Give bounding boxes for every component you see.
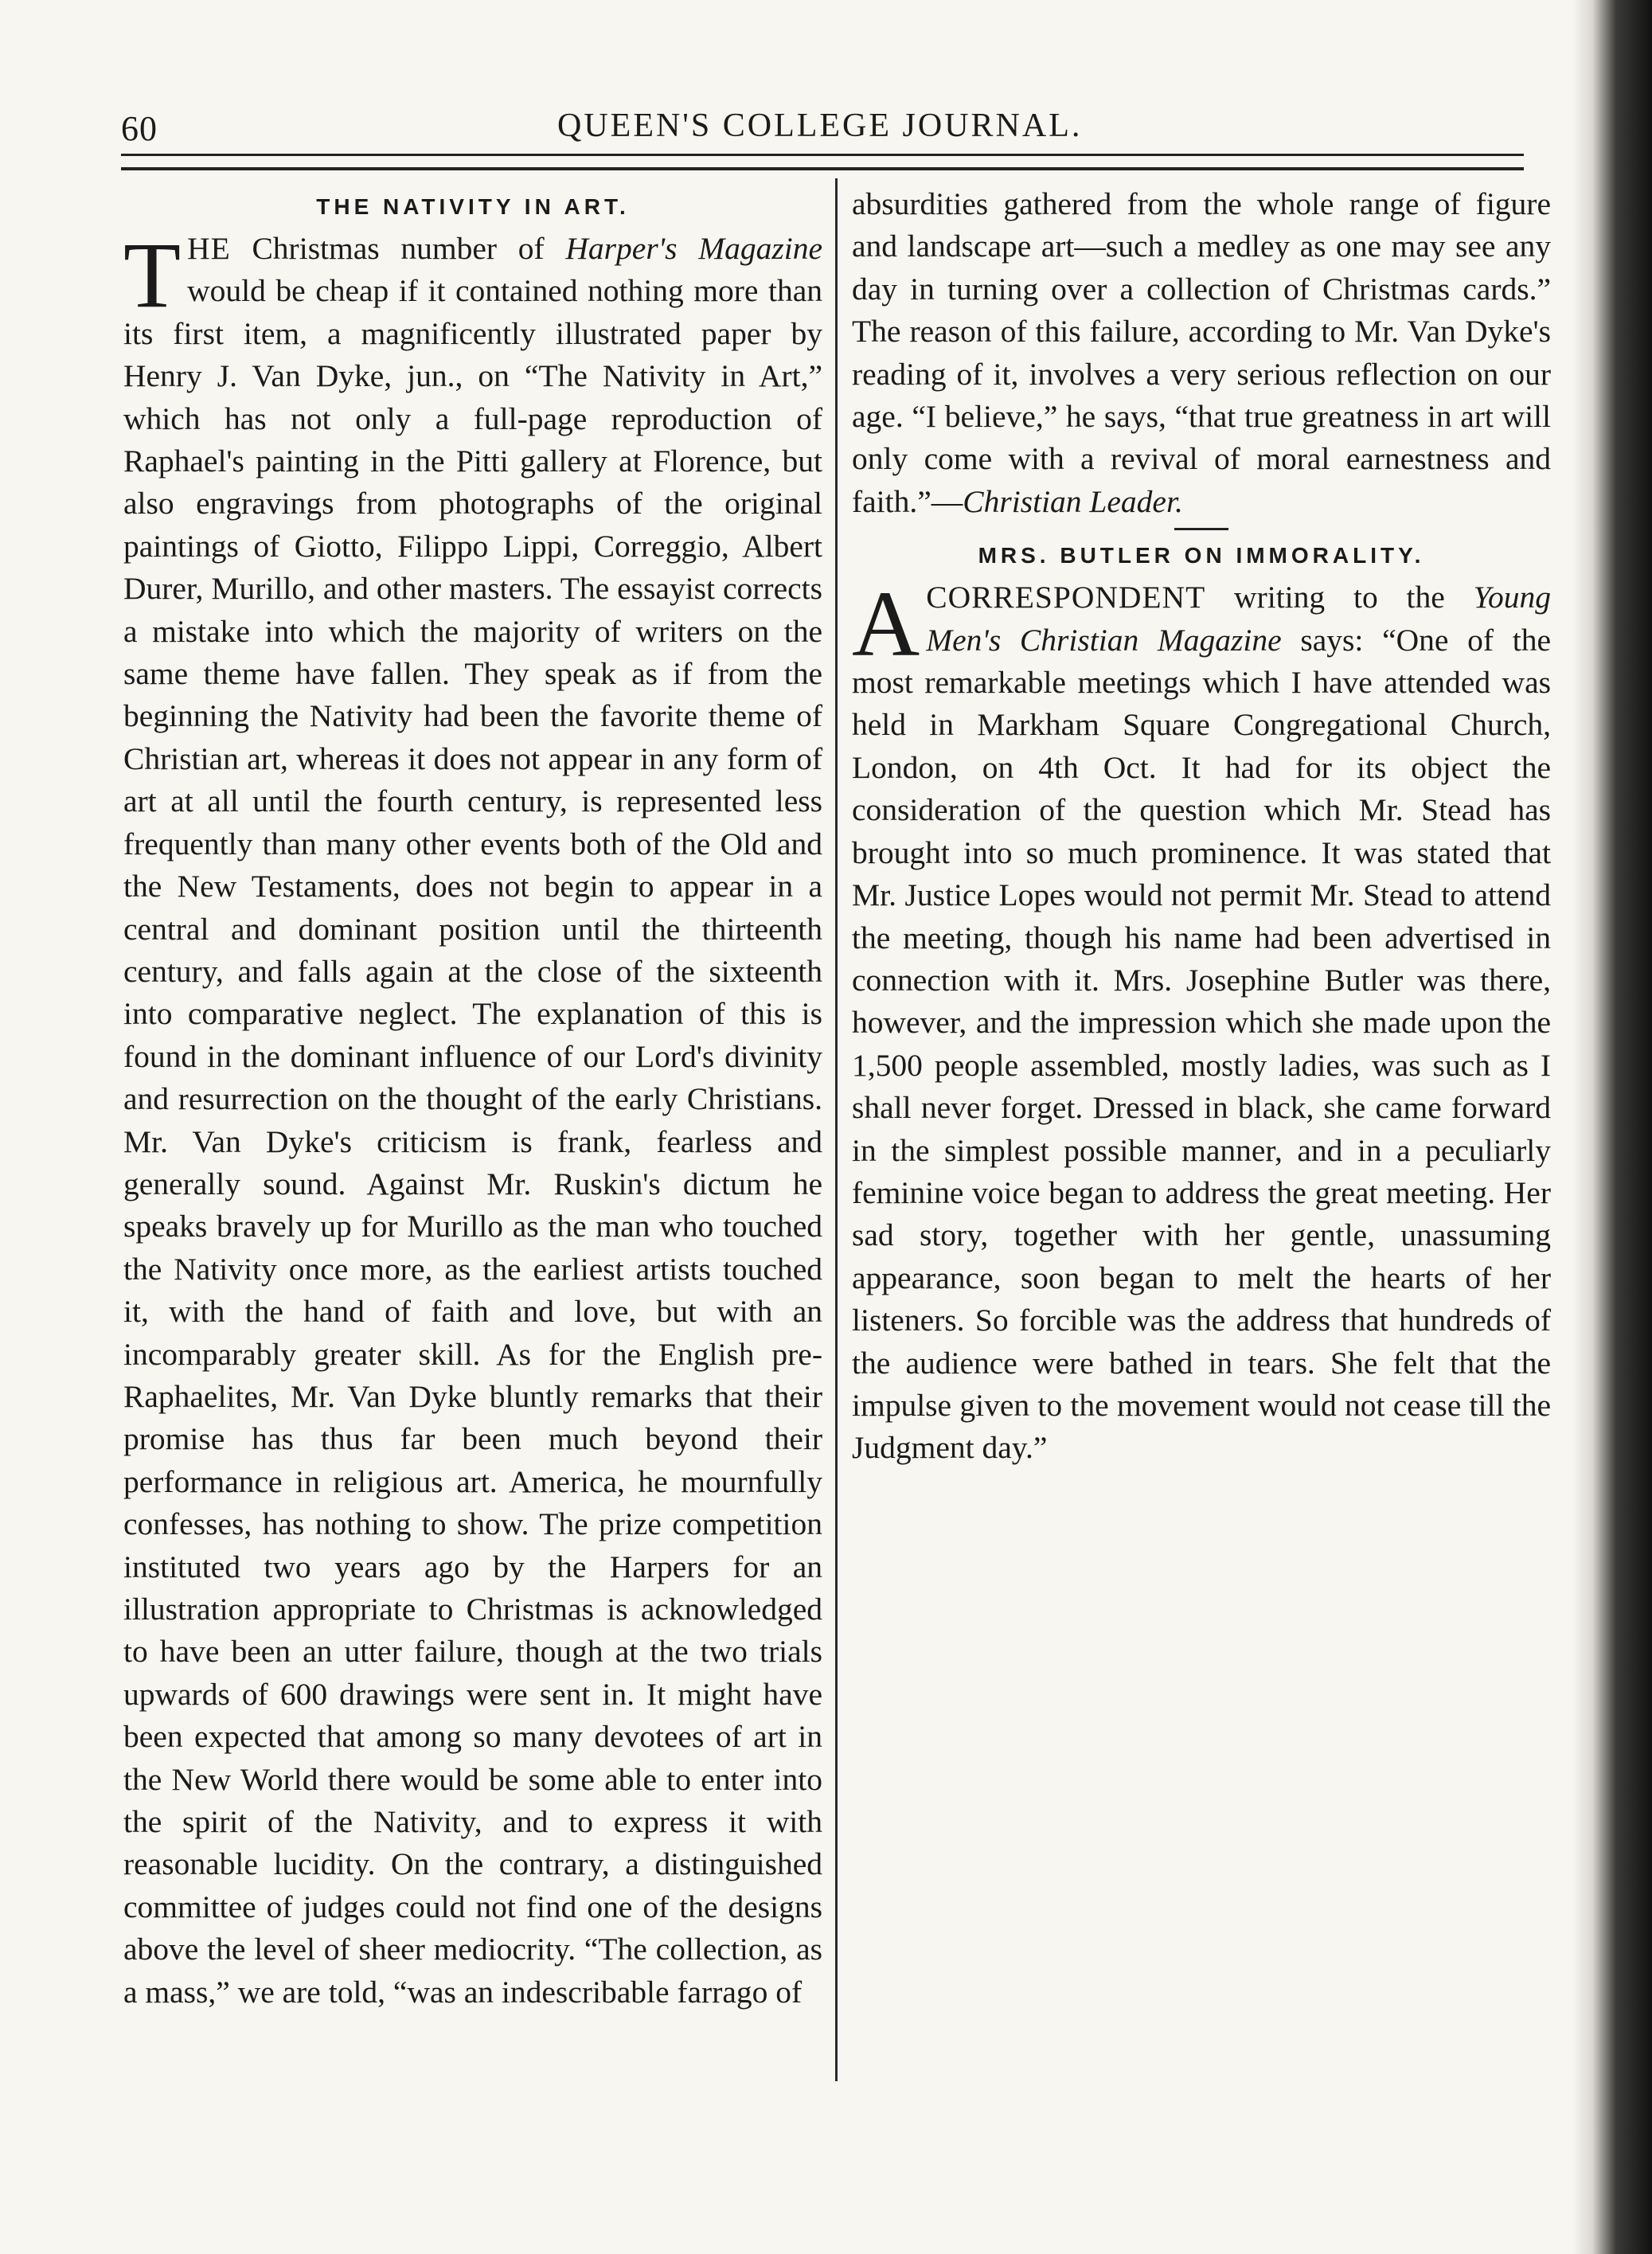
page-number: 60 xyxy=(121,109,158,148)
article-body-butler xyxy=(852,572,1551,1470)
left-column xyxy=(123,189,822,2014)
drop-cap: A xyxy=(852,572,920,677)
body-text: says: “One of the most remarkable meetings which I have attended was held in Markham Square Congregational Church, London, on 4th Oct. It had for its object the consideration of the question which Mr. Stead has brought into so much prominence. It was stated that Mr. Justice Lopes would not permit Mr. Stead to attend the meeting, though his name had been advertised in connection with it. Mrs. Josephine Butler was there, however, and the impression which she made upon the 1,500 people assembled, mostly ladies, was such as I shall never forget. Dressed in black, she came forward in the simplest possible manner, and in a peculiarly feminine voice began to address the great meeting. Her sad story, together with her gentle, unassuming appearance, soon began to melt the hearts of her listeners. So forcible was the address that hundreds of the audience were bathed in tears. She felt that the impulse given to the movement would not cease till the Judgment day.” xyxy=(852,622,1551,1466)
body-text: Christmas number of xyxy=(230,231,566,266)
header-rule-top xyxy=(121,154,1524,156)
column-divider xyxy=(835,178,838,2081)
right-column xyxy=(852,183,1551,1470)
running-title: QUEEN'S COLLEGE JOURNAL. xyxy=(557,107,1083,144)
article-title-nativity: THE NATIVITY IN ART. xyxy=(316,194,630,219)
magazine-title: Young Men's Christian Magazine xyxy=(926,580,1551,658)
magazine-title: Harper's Magazine xyxy=(565,231,823,266)
section-divider xyxy=(1174,528,1228,530)
body-text-continued: absurdities gathered from the whole range of figure and landscape art—such a medley as one may see any day in turning over a collection of Christmas cards.” The reason of this failure, according to Mr. Van Dyke's reading of it, involves a very serious reflection on our age. “I believe,” he says, “that true greatness in art will only come with a revival of moral earnestness and faith.”—Christian Leader. xyxy=(852,186,1551,519)
article-title-butler: MRS. BUTLER ON IMMORALITY. xyxy=(978,543,1425,568)
header-rule-bottom xyxy=(121,167,1524,170)
continued-text xyxy=(852,183,1551,523)
body-text: writing to the xyxy=(1205,580,1474,615)
page-edge-shadow xyxy=(1572,0,1652,2254)
body-text: would be cheap if it contained nothing more than its first item, a magnificently illustrated paper by Henry J. Van Dyke, jun., on “The Nativity in Art,” which has not only a full-page reproduction of Raphael's painting in the Pitti gallery at Florence, but also engravings from photographs of the original paintings of Giotto, Filippo Lippi, Correggio, Albert Durer, Murillo, and other masters. The essayist corrects a mistake into which the majority of writers on the same theme have fallen. They speak as if from the beginning the Nativity had been the favorite theme of Christian art, whereas it does not appear in any form of art at all until the fourth century, is represented less frequently than many other events both of the Old and the New Testaments, does not begin to appear in a central and dominant position until the thirteenth century, and falls again at the close of the sixteenth into comparative neglect. The explanation of this is found in the dominant influence of our Lord's divinity and resurrection on the thought of the early Christians. Mr. Van Dyke's criticism is frank, fearless and generally sound. Against Mr. Ruskin's dictum he speaks bravely up for Murillo as the man who touched the Nativity once more, as the earliest artists touched it, with the hand of faith and love, but with an incomparably greater skill. As for the English pre-Raphaelites, Mr. Van Dyke bluntly remarks that their promise has thus far been much beyond their performance in religious art. America, he mournfully confesses, has nothing to show. The prize competition instituted two years ago by the Harpers for an illustration appropriate to Christmas is acknowledged to have been an utter failure, though at the two trials upwards of 600 drawings were sent in. It might have been expected that among so many devotees of art in the New World there would be some able to enter into the spirit of the Nativity, and to express it with reasonable lucidity. On the contrary, a distinguished committee of judges could not find one of the designs above the level of sheer mediocrity. “The collection, as a mass,” we are told, “was an indescribable farrago of xyxy=(123,273,822,2010)
drop-cap: T xyxy=(123,223,182,327)
source-credit: Christian Leader. xyxy=(963,483,1183,519)
article-body-nativity xyxy=(123,223,823,2014)
opening-word: CORRESPONDENT xyxy=(926,580,1206,615)
opening-word: HE xyxy=(187,231,231,266)
